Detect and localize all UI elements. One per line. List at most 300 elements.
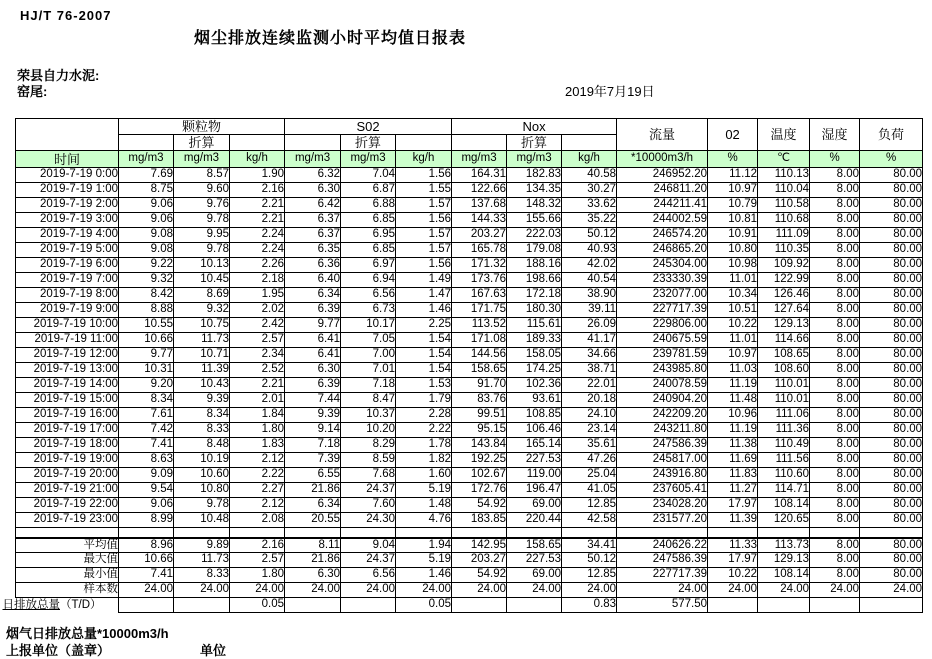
summary-value-cell: 5.19 (396, 553, 452, 568)
value-cell: 203.27 (452, 228, 507, 243)
value-cell: 182.83 (507, 168, 562, 183)
value-cell: 1.79 (396, 393, 452, 408)
value-cell: 10.79 (708, 198, 758, 213)
table-row (16, 168, 923, 183)
time-cell: 2019-7-19 14:00 (16, 378, 119, 393)
value-cell: 11.38 (708, 438, 758, 453)
value-cell: 8.29 (341, 438, 396, 453)
summary-value-cell: 240626.22 (617, 538, 708, 553)
value-cell: 8.69 (174, 288, 230, 303)
value-cell: 11.03 (708, 363, 758, 378)
value-cell: 10.97 (708, 348, 758, 363)
value-cell: 9.78 (174, 213, 230, 228)
value-cell: 8.00 (810, 513, 860, 528)
standard-code: HJ/T 76-2007 (20, 8, 112, 23)
value-cell: 11.19 (708, 423, 758, 438)
value-cell: 11.83 (708, 468, 758, 483)
table-row (16, 258, 923, 273)
value-cell: 192.25 (452, 453, 507, 468)
value-cell: 10.34 (708, 288, 758, 303)
value-cell: 2.34 (230, 348, 285, 363)
blank-cell (758, 528, 810, 538)
table-row (16, 213, 923, 228)
value-cell: 245817.00 (617, 453, 708, 468)
unit-cell: mg/m3 (285, 151, 341, 168)
hourly-data-body (16, 168, 923, 528)
value-cell: 83.76 (452, 393, 507, 408)
value-cell: 10.80 (708, 243, 758, 258)
time-cell: 2019-7-19 15:00 (16, 393, 119, 408)
value-cell: 6.32 (285, 168, 341, 183)
value-cell: 231577.20 (617, 513, 708, 528)
time-cell: 2019-7-19 3:00 (16, 213, 119, 228)
value-cell: 164.31 (452, 168, 507, 183)
value-cell: 6.36 (285, 258, 341, 273)
table-header (16, 119, 923, 168)
value-cell: 9.78 (174, 498, 230, 513)
summary-value-cell: 6.56 (341, 568, 396, 583)
value-cell: 110.13 (758, 168, 810, 183)
daily-total-value-cell (507, 598, 562, 613)
value-cell: 111.09 (758, 228, 810, 243)
value-cell: 9.06 (119, 198, 174, 213)
value-cell: 8.00 (810, 183, 860, 198)
summary-value-cell: 24.00 (396, 583, 452, 598)
blank-cell (119, 528, 174, 538)
blank-cell (507, 528, 562, 538)
blank-cell (860, 528, 923, 538)
value-cell: 7.00 (341, 348, 396, 363)
value-cell: 80.00 (860, 333, 923, 348)
value-cell: 80.00 (860, 228, 923, 243)
header-humidity: 湿度 (810, 119, 860, 151)
value-cell: 80.00 (860, 513, 923, 528)
value-cell: 80.00 (860, 198, 923, 213)
value-cell: 10.20 (341, 423, 396, 438)
value-cell: 9.77 (119, 348, 174, 363)
time-cell: 2019-7-19 6:00 (16, 258, 119, 273)
value-cell: 127.64 (758, 303, 810, 318)
value-cell: 6.39 (285, 378, 341, 393)
value-cell: 41.05 (562, 483, 617, 498)
value-cell: 111.56 (758, 453, 810, 468)
table-row (16, 498, 923, 513)
summary-value-cell: 227717.39 (617, 568, 708, 583)
value-cell: 189.33 (507, 333, 562, 348)
blank-cell (174, 528, 230, 538)
value-cell: 245304.00 (617, 258, 708, 273)
value-cell: 8.33 (174, 423, 230, 438)
value-cell: 1.56 (396, 213, 452, 228)
summary-value-cell: 113.73 (758, 538, 810, 553)
value-cell: 80.00 (860, 498, 923, 513)
value-cell: 80.00 (860, 273, 923, 288)
value-cell: 1.90 (230, 168, 285, 183)
blank-cell (16, 528, 119, 538)
value-cell: 1.54 (396, 363, 452, 378)
value-cell: 10.97 (708, 183, 758, 198)
summary-value-cell: 24.37 (341, 553, 396, 568)
value-cell: 10.71 (174, 348, 230, 363)
value-cell: 9.06 (119, 498, 174, 513)
value-cell: 9.77 (285, 318, 341, 333)
value-cell: 2.22 (396, 423, 452, 438)
daily-total-value-cell (119, 598, 174, 613)
value-cell: 240675.59 (617, 333, 708, 348)
value-cell: 7.39 (285, 453, 341, 468)
summary-row (16, 538, 923, 553)
value-cell: 12.85 (562, 498, 617, 513)
value-cell: 10.17 (341, 318, 396, 333)
value-cell: 1.78 (396, 438, 452, 453)
value-cell: 2.16 (230, 183, 285, 198)
time-cell: 2019-7-19 0:00 (16, 168, 119, 183)
summary-value-cell: 24.00 (860, 583, 923, 598)
value-cell: 1.48 (396, 498, 452, 513)
summary-value-cell: 1.46 (396, 568, 452, 583)
converted-label-nox: 折算 (507, 135, 562, 151)
value-cell: 2.08 (230, 513, 285, 528)
summary-value-cell: 1.94 (396, 538, 452, 553)
time-cell: 2019-7-19 2:00 (16, 198, 119, 213)
value-cell: 227.53 (507, 453, 562, 468)
monitoring-table (2, 118, 923, 613)
value-cell: 21.86 (285, 483, 341, 498)
unit-cell: *10000m3/h (617, 151, 708, 168)
summary-value-cell: 10.22 (708, 568, 758, 583)
value-cell: 7.05 (341, 333, 396, 348)
converted-label-so2: 折算 (341, 135, 396, 151)
value-cell: 8.57 (174, 168, 230, 183)
value-cell: 188.16 (507, 258, 562, 273)
separator-body (16, 528, 923, 538)
value-cell: 11.01 (708, 273, 758, 288)
value-cell: 80.00 (860, 453, 923, 468)
summary-value-cell: 24.00 (810, 583, 860, 598)
value-cell: 8.00 (810, 168, 860, 183)
value-cell: 20.18 (562, 393, 617, 408)
value-cell: 8.00 (810, 438, 860, 453)
summary-value-cell: 24.00 (119, 583, 174, 598)
summary-label-cell: 最小值 (16, 568, 119, 583)
value-cell: 1.47 (396, 288, 452, 303)
table-row (16, 408, 923, 423)
value-cell: 8.00 (810, 273, 860, 288)
summary-value-cell: 11.73 (174, 553, 230, 568)
value-cell: 2.18 (230, 273, 285, 288)
value-cell: 126.46 (758, 288, 810, 303)
value-cell: 6.85 (341, 213, 396, 228)
summary-value-cell: 24.00 (617, 583, 708, 598)
value-cell: 10.45 (174, 273, 230, 288)
blank-cell (562, 528, 617, 538)
summary-row (16, 568, 923, 583)
value-cell: 6.37 (285, 228, 341, 243)
value-cell: 5.19 (396, 483, 452, 498)
value-cell: 8.00 (810, 243, 860, 258)
value-cell: 1.49 (396, 273, 452, 288)
table-row (16, 288, 923, 303)
summary-value-cell: 142.95 (452, 538, 507, 553)
time-cell: 2019-7-19 20:00 (16, 468, 119, 483)
value-cell: 24.10 (562, 408, 617, 423)
value-cell: 6.30 (285, 363, 341, 378)
value-cell: 2.01 (230, 393, 285, 408)
value-cell: 1.95 (230, 288, 285, 303)
summary-body (2, 538, 923, 613)
company-name: 荣县自力水泥: (17, 68, 100, 83)
value-cell: 108.85 (507, 408, 562, 423)
value-cell: 80.00 (860, 378, 923, 393)
group-so2: S02 (285, 119, 452, 135)
value-cell: 10.37 (341, 408, 396, 423)
summary-value-cell: 24.00 (507, 583, 562, 598)
value-cell: 1.60 (396, 468, 452, 483)
time-cell: 2019-7-19 8:00 (16, 288, 119, 303)
value-cell: 8.00 (810, 348, 860, 363)
value-cell: 80.00 (860, 408, 923, 423)
summary-value-cell: 24.00 (285, 583, 341, 598)
value-cell: 10.75 (174, 318, 230, 333)
table-row (16, 183, 923, 198)
summary-value-cell: 69.00 (507, 568, 562, 583)
value-cell: 237605.41 (617, 483, 708, 498)
value-cell: 171.75 (452, 303, 507, 318)
value-cell: 165.78 (452, 243, 507, 258)
summary-value-cell: 24.00 (452, 583, 507, 598)
value-cell: 9.54 (119, 483, 174, 498)
blank-cell (452, 528, 507, 538)
value-cell: 4.76 (396, 513, 452, 528)
daily-total-value-cell (341, 598, 396, 613)
value-cell: 137.68 (452, 198, 507, 213)
summary-value-cell: 17.97 (708, 553, 758, 568)
spacer-cell (119, 135, 174, 151)
value-cell: 9.39 (174, 393, 230, 408)
value-cell: 1.57 (396, 198, 452, 213)
unit-cell: kg/h (396, 151, 452, 168)
value-cell: 2.57 (230, 333, 285, 348)
value-cell: 8.00 (810, 468, 860, 483)
monitor-location: 窑尾: (17, 84, 48, 99)
value-cell: 10.60 (174, 468, 230, 483)
table-row (16, 198, 923, 213)
summary-value-cell: 7.41 (119, 568, 174, 583)
value-cell: 122.99 (758, 273, 810, 288)
table-row (16, 303, 923, 318)
summary-value-cell: 24.00 (230, 583, 285, 598)
summary-value-cell: 8.00 (810, 568, 860, 583)
value-cell: 2.25 (396, 318, 452, 333)
table-row (16, 438, 923, 453)
value-cell: 111.06 (758, 408, 810, 423)
spacer-cell (285, 135, 341, 151)
value-cell: 243985.80 (617, 363, 708, 378)
value-cell: 1.55 (396, 183, 452, 198)
value-cell: 1.56 (396, 168, 452, 183)
unit-cell: ℃ (758, 151, 810, 168)
value-cell: 6.55 (285, 468, 341, 483)
value-cell: 2.24 (230, 243, 285, 258)
summary-value-cell: 12.85 (562, 568, 617, 583)
summary-value-cell: 8.00 (810, 538, 860, 553)
value-cell: 196.47 (507, 483, 562, 498)
value-cell: 10.55 (119, 318, 174, 333)
value-cell: 102.67 (452, 468, 507, 483)
value-cell: 10.13 (174, 258, 230, 273)
summary-value-cell: 9.04 (341, 538, 396, 553)
daily-total-value-cell: 577.50 (617, 598, 708, 613)
time-cell: 2019-7-19 10:00 (16, 318, 119, 333)
daily-total-value-cell: 0.83 (562, 598, 617, 613)
time-cell: 2019-7-19 11:00 (16, 333, 119, 348)
unit-cell: % (708, 151, 758, 168)
table-row (16, 378, 923, 393)
value-cell: 7.69 (119, 168, 174, 183)
time-cell: 2019-7-19 12:00 (16, 348, 119, 363)
value-cell: 102.36 (507, 378, 562, 393)
value-cell: 6.56 (341, 288, 396, 303)
table-row (16, 483, 923, 498)
daily-total-value-cell: 0.05 (230, 598, 285, 613)
value-cell: 8.88 (119, 303, 174, 318)
value-cell: 244002.59 (617, 213, 708, 228)
value-cell: 110.60 (758, 468, 810, 483)
value-cell: 111.36 (758, 423, 810, 438)
table-row (16, 348, 923, 363)
blank-cell (341, 528, 396, 538)
value-cell: 80.00 (860, 213, 923, 228)
summary-value-cell: 80.00 (860, 538, 923, 553)
value-cell: 50.12 (562, 228, 617, 243)
value-cell: 10.98 (708, 258, 758, 273)
summary-value-cell: 10.66 (119, 553, 174, 568)
value-cell: 10.19 (174, 453, 230, 468)
group-particulate: 颗粒物 (119, 119, 285, 135)
value-cell: 240904.20 (617, 393, 708, 408)
value-cell: 240078.59 (617, 378, 708, 393)
value-cell: 47.26 (562, 453, 617, 468)
value-cell: 9.95 (174, 228, 230, 243)
daily-total-value-cell (174, 598, 230, 613)
table-row (16, 243, 923, 258)
header-units-row (16, 151, 923, 168)
value-cell: 2.52 (230, 363, 285, 378)
value-cell: 108.65 (758, 348, 810, 363)
summary-value-cell: 11.33 (708, 538, 758, 553)
value-cell: 6.87 (341, 183, 396, 198)
value-cell: 2.26 (230, 258, 285, 273)
value-cell: 243211.80 (617, 423, 708, 438)
value-cell: 8.00 (810, 213, 860, 228)
summary-value-cell: 1.80 (230, 568, 285, 583)
value-cell: 120.65 (758, 513, 810, 528)
value-cell: 9.08 (119, 228, 174, 243)
summary-row (16, 583, 923, 598)
value-cell: 10.96 (708, 408, 758, 423)
summary-value-cell: 129.13 (758, 553, 810, 568)
spacer-cell (396, 135, 452, 151)
value-cell: 7.41 (119, 438, 174, 453)
summary-label-cell: 样本数 (16, 583, 119, 598)
value-cell: 106.46 (507, 423, 562, 438)
value-cell: 2.21 (230, 198, 285, 213)
value-cell: 9.60 (174, 183, 230, 198)
value-cell: 1.82 (396, 453, 452, 468)
value-cell: 8.75 (119, 183, 174, 198)
value-cell: 119.00 (507, 468, 562, 483)
value-cell: 6.97 (341, 258, 396, 273)
value-cell: 2.02 (230, 303, 285, 318)
value-cell: 8.42 (119, 288, 174, 303)
value-cell: 8.00 (810, 363, 860, 378)
value-cell: 93.61 (507, 393, 562, 408)
time-cell: 2019-7-19 18:00 (16, 438, 119, 453)
value-cell: 10.43 (174, 378, 230, 393)
value-cell: 2.12 (230, 453, 285, 468)
time-cell: 2019-7-19 16:00 (16, 408, 119, 423)
value-cell: 25.04 (562, 468, 617, 483)
time-cell: 2019-7-19 4:00 (16, 228, 119, 243)
value-cell: 8.00 (810, 498, 860, 513)
summary-value-cell: 8.96 (119, 538, 174, 553)
unit-cell: mg/m3 (119, 151, 174, 168)
empty-header-cell (16, 119, 119, 151)
value-cell: 30.27 (562, 183, 617, 198)
table-row (16, 333, 923, 348)
value-cell: 158.05 (507, 348, 562, 363)
summary-row (16, 553, 923, 568)
table-row (16, 453, 923, 468)
value-cell: 6.35 (285, 243, 341, 258)
value-cell: 198.66 (507, 273, 562, 288)
summary-value-cell: 158.65 (507, 538, 562, 553)
value-cell: 80.00 (860, 303, 923, 318)
value-cell: 95.15 (452, 423, 507, 438)
value-cell: 7.61 (119, 408, 174, 423)
value-cell: 9.09 (119, 468, 174, 483)
value-cell: 129.13 (758, 318, 810, 333)
value-cell: 24.37 (341, 483, 396, 498)
value-cell: 6.37 (285, 213, 341, 228)
value-cell: 8.48 (174, 438, 230, 453)
time-header: 时间 (16, 151, 119, 168)
value-cell: 1.57 (396, 243, 452, 258)
summary-value-cell: 8.11 (285, 538, 341, 553)
summary-value-cell: 247586.39 (617, 553, 708, 568)
spacer-cell (452, 135, 507, 151)
value-cell: 242209.20 (617, 408, 708, 423)
value-cell: 1.84 (230, 408, 285, 423)
summary-value-cell: 2.57 (230, 553, 285, 568)
value-cell: 173.76 (452, 273, 507, 288)
value-cell: 2.27 (230, 483, 285, 498)
value-cell: 8.00 (810, 288, 860, 303)
unit-cell: mg/m3 (507, 151, 562, 168)
blank-cell (810, 528, 860, 538)
value-cell: 171.32 (452, 258, 507, 273)
value-cell: 9.14 (285, 423, 341, 438)
summary-value-cell: 34.41 (562, 538, 617, 553)
spacer-cell (230, 135, 285, 151)
summary-value-cell: 80.00 (860, 553, 923, 568)
value-cell: 7.18 (285, 438, 341, 453)
table-row (16, 468, 923, 483)
value-cell: 6.30 (285, 183, 341, 198)
value-cell: 9.32 (119, 273, 174, 288)
value-cell: 1.53 (396, 378, 452, 393)
value-cell: 42.02 (562, 258, 617, 273)
